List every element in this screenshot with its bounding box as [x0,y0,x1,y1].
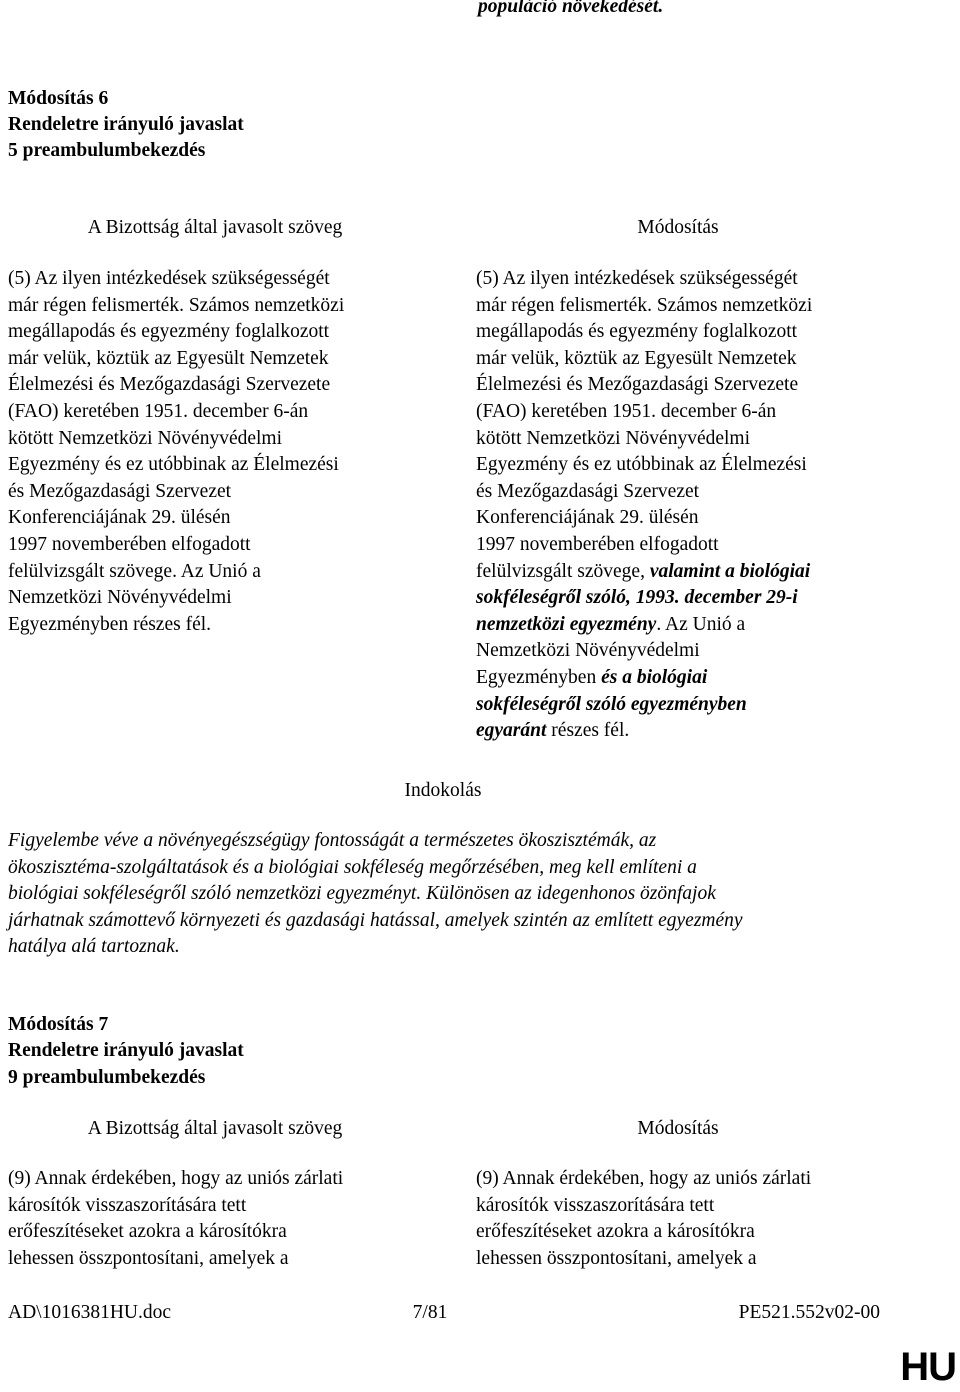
amendment-target: 9 preambulumbekezdés [8,1067,206,1088]
text-line: erőfeszítéseket azokra a károsítókra [476,1221,755,1243]
text-line: már régen felismerték. Számos nemzetközi [8,294,345,316]
text-line: már velük, köztük az Egyesült Nemzetek [8,347,329,369]
text-line: (9) Annak érdekében, hogy az uniós zárlati [8,1168,344,1189]
text-line: és Mezőgazdasági Szervezet [8,480,232,502]
previous-text-fragment: populáció növekedését. [478,0,664,17]
plain-text: Nemzetközi Növényvédelmi [476,640,700,662]
pe-reference: PE521.552v02-00 [738,1302,880,1323]
commission-text [8,266,428,638]
text-line [476,692,896,719]
amendment-heading: Módosítás [637,217,719,238]
text-line: Egyezményben részes fél. [8,613,212,635]
amended-text [476,266,896,745]
commission-text-heading: A Bizottság által javasolt szöveg [87,217,343,238]
page-number: 7/81 [412,1302,448,1323]
text-line: lehessen összpontosítani, amelyek a [476,1247,757,1269]
added-text: valamint a biológiai [649,560,811,582]
text-line: kötött Nemzetközi Növényvédelmi [8,427,283,449]
text-line: ökoszisztéma-szolgáltatások és a biológiai sokféleség megőrzésében, meg kell említeni a [8,856,697,878]
text-line: károsítók visszaszorítására tett [8,1194,247,1216]
proposal-type: Rendeletre irányuló javaslat [8,1040,244,1061]
plain-text: Egyezményben [476,666,602,688]
text-line: károsítók visszaszorítására tett [476,1194,715,1216]
proposal-type: Rendeletre irányuló javaslat [8,114,244,135]
text-line: Élelmezési és Mezőgazdasági Szervezete [8,374,331,396]
text-line [476,638,896,665]
plain-text: felülvizsgált szövege, [476,560,650,582]
text-line: Egyezmény és ez utóbbinak az Élelmezési [476,454,807,476]
text-line: hatálya alá tartoznak. [8,936,180,958]
added-text: és a biológiai [601,666,708,688]
text-line: felülvizsgált szövege. Az Unió a [8,560,261,582]
text-line: járhatnak számottevő környezeti és gazdasági hatással, amelyek szintén az említett egyezmény [8,909,743,931]
plain-text: részes fél. [546,720,630,742]
text-line: Figyelembe véve a növényegészségügy fontosságát a természetes ökoszisztémák, az [8,830,657,851]
added-text: egyaránt [476,720,547,742]
text-line: megállapodás és egyezmény foglalkozott [8,321,330,343]
added-text: sokféleségről szóló, 1993. december 29-i [476,587,798,609]
commission-text-heading: A Bizottság által javasolt szöveg [87,1118,343,1139]
added-text: sokféleségről szóló egyezményben [476,693,747,715]
text-line: Egyezmény és ez utóbbinak az Élelmezési [8,454,339,476]
text-line: Konferenciájának 29. ülésén [8,507,231,529]
plain-text: . Az Unió a [656,613,746,635]
justification-heading: Indokolás [404,780,482,801]
text-line [476,718,896,745]
text-line: kötött Nemzetközi Növényvédelmi [476,427,751,449]
text-line: (FAO) keretében 1951. december 6-án [8,400,309,422]
justification-text [8,828,952,961]
amendment-target: 5 preambulumbekezdés [8,140,206,161]
text-line: lehessen összpontosítani, amelyek a [8,1247,289,1269]
text-line: (5) Az ilyen intézkedések szükségességét [8,268,330,289]
text-line: (FAO) keretében 1951. december 6-án [476,400,777,422]
amendment-number: Módosítás 6 [8,88,109,109]
text-line: 1997 novemberében elfogadott [8,533,251,555]
amended-text [476,1166,896,1272]
text-line [476,665,896,692]
amendment-heading: Módosítás [637,1118,719,1139]
text-line: (5) Az ilyen intézkedések szükségességét [476,268,798,289]
text-line: erőfeszítéseket azokra a károsítókra [8,1221,287,1243]
document-reference: AD\1016381HU.doc [8,1302,172,1323]
text-line: már régen felismerték. Számos nemzetközi [476,294,813,316]
amendment-number: Módosítás 7 [8,1014,109,1035]
text-line: megállapodás és egyezmény foglalkozott [476,321,798,343]
added-text: nemzetközi egyezmény [476,613,657,635]
commission-text [8,1166,428,1272]
text-line: Élelmezési és Mezőgazdasági Szervezete [476,374,799,396]
text-line: biológiai sokféleségről szóló nemzetközi egyezményt. Különösen az idegenhonos özönfajok [8,883,716,905]
text-line: már velük, köztük az Egyesült Nemzetek [476,347,797,369]
text-line [476,612,896,639]
text-line [476,585,896,612]
text-line: (9) Annak érdekében, hogy az uniós zárlati [476,1168,812,1189]
text-line: 1997 novemberében elfogadott [476,533,719,555]
text-line [476,559,896,586]
text-line: és Mezőgazdasági Szervezet [476,480,700,502]
language-code: HU [900,1345,956,1389]
text-line: Konferenciájának 29. ülésén [476,507,699,529]
text-line: Nemzetközi Növényvédelmi [8,587,232,609]
